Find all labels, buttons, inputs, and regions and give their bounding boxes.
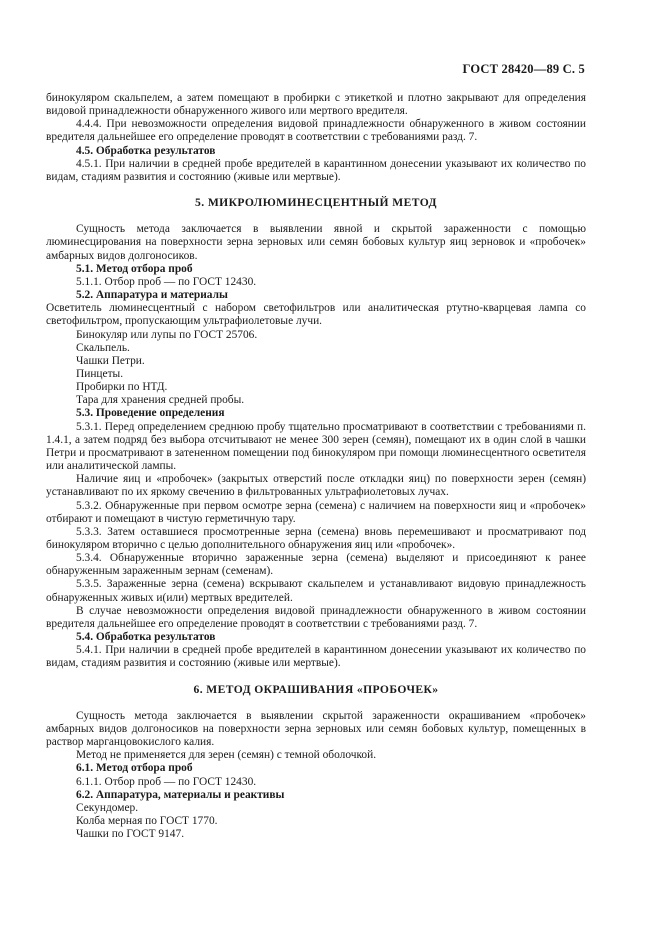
subsection-heading: 6.2. Аппаратура, материалы и реактивы bbox=[76, 788, 285, 801]
subsection-heading: 5.1. Метод отбора проб bbox=[76, 262, 193, 275]
list-item: Тара для хранения средней пробы. bbox=[76, 394, 245, 407]
list-item: Чашки Петри. bbox=[76, 354, 145, 367]
list-item: Пробирки по НТД. bbox=[76, 381, 168, 394]
document-body bbox=[46, 92, 586, 841]
paragraph: Наличие яиц и «пробочек» (закрытых отверстий после откладки яиц) по поверхности зерен (семян) устанавливают по их яркому свечению в фильтрованных ультрафиолетовых лучах. bbox=[46, 473, 586, 499]
section-title: 5. МИКРОЛЮМИНЕСЦЕНТНЫЙ МЕТОД bbox=[195, 196, 437, 210]
paragraph: 4.5.1. При наличии в средней пробе вредителей в карантинном донесении указывают их количество по видам, стадиям развития и состоянию (живые или мертвые). bbox=[46, 157, 586, 183]
subsection-heading: 5.2. Аппаратура и материалы bbox=[76, 289, 228, 302]
paragraph: 5.3.4. Обнаруженные вторично зараженные зерна (семена) выделяют и присоединяют к ранее обнаруженным зараженным зернам (семенам). bbox=[46, 552, 586, 578]
paragraph: 5.4.1. При наличии в средней пробе вредителей в карантинном донесении указывают их количество по видам, стадиям развития и состоянию (живые или мертвые). bbox=[46, 644, 586, 670]
paragraph: 5.3.2. Обнаруженные при первом осмотре зерна (семена) с наличием на поверхности яиц и «пробочек» отбирают и помещают в чистую герметичную тару. bbox=[46, 499, 586, 525]
paragraph: 5.3.3. Затем оставшиеся просмотренные зерна (семена) вновь перемешивают и просматривают под бинокуляром вторично с целью дополнительного обнаружения яиц или «пробочек». bbox=[46, 525, 586, 551]
subsection-heading: 5.3. Проведение определения bbox=[76, 407, 225, 420]
section-title: 6. МЕТОД ОКРАШИВАНИЯ «ПРОБОЧЕК» bbox=[193, 682, 439, 696]
list-item: Чашки по ГОСТ 9147. bbox=[76, 828, 185, 841]
paragraph: Осветитель люминесцентный с набором светофильтров или аналитическая ртутно-кварцевая лампа со светофильтром, пропускающим ультрафиолетовые лучи. bbox=[46, 302, 586, 328]
list-item: Пинцеты. bbox=[76, 367, 124, 380]
list-item: Секундомер. bbox=[76, 801, 139, 814]
paragraph: 5.3.5. Зараженные зерна (семена) вскрывают скальпелем и устанавливают видовую принадлежность обнаруженных живых и(или) мертвых вредителей. bbox=[46, 578, 586, 604]
paragraph: 4.4.4. При невозможности определения видовой принадлежности обнаруженного в живом состоянии вредителя дальнейшее его определение проводят в соответствии с требованиями разд. 7. bbox=[46, 118, 586, 144]
paragraph: 5.3.1. Перед определением среднюю пробу тщательно просматривают в соответствии с требованиями п. 1.4.1, а затем подряд без выбора отсчитывают не менее 300 зерен (семян), помещают их в один слой в чашки Петри и просматривают в затененном помещении под бинокуляром при помощи люминесцентного осветителя или аналитической лампы. bbox=[46, 420, 586, 473]
subsection-heading: 4.5. Обработка результатов bbox=[76, 144, 216, 157]
paragraph: бинокуляром скальпелем, а затем помещают в пробирки с этикеткой и плотно закрывают для определения видовой принадлежности обнаруженного живого или мертвого вредителя. bbox=[46, 92, 586, 118]
subsection-heading: 6.1. Метод отбора проб bbox=[76, 762, 193, 775]
paragraph: 6.1.1. Отбор проб — по ГОСТ 12430. bbox=[76, 775, 257, 788]
paragraph: 5.1.1. Отбор проб — по ГОСТ 12430. bbox=[76, 275, 257, 288]
list-item: Колба мерная по ГОСТ 1770. bbox=[76, 814, 218, 827]
paragraph: В случае невозможности определения видовой принадлежности обнаруженного в живом состоянии вредителя дальнейшее его определение проводят в соответствии с требованиями разд. 7. bbox=[46, 604, 586, 630]
page-header: ГОСТ 28420—89 С. 5 bbox=[462, 62, 585, 76]
paragraph: Метод не применяется для зерен (семян) с темной оболочкой. bbox=[76, 749, 377, 762]
paragraph: Сущность метода заключается в выявлении явной и скрытой зараженности с помощью люминесцирования на поверхности зерна зерновых или семян бобовых культур яиц зерновок и «пробочек» амбарных видов долгоносиков. bbox=[46, 223, 586, 262]
paragraph: Сущность метода заключается в выявлении скрытой зараженности окрашиванием «пробочек» амбарных видов долгоносиков на поверхности зерна зерновых или семян бобовых культур, помещенных в раствор марганцовокислого калия. bbox=[46, 709, 586, 749]
list-item: Скальпель. bbox=[76, 341, 130, 354]
list-item: Бинокуляр или лупы по ГОСТ 25706. bbox=[76, 328, 258, 341]
subsection-heading: 5.4. Обработка результатов bbox=[76, 631, 216, 644]
